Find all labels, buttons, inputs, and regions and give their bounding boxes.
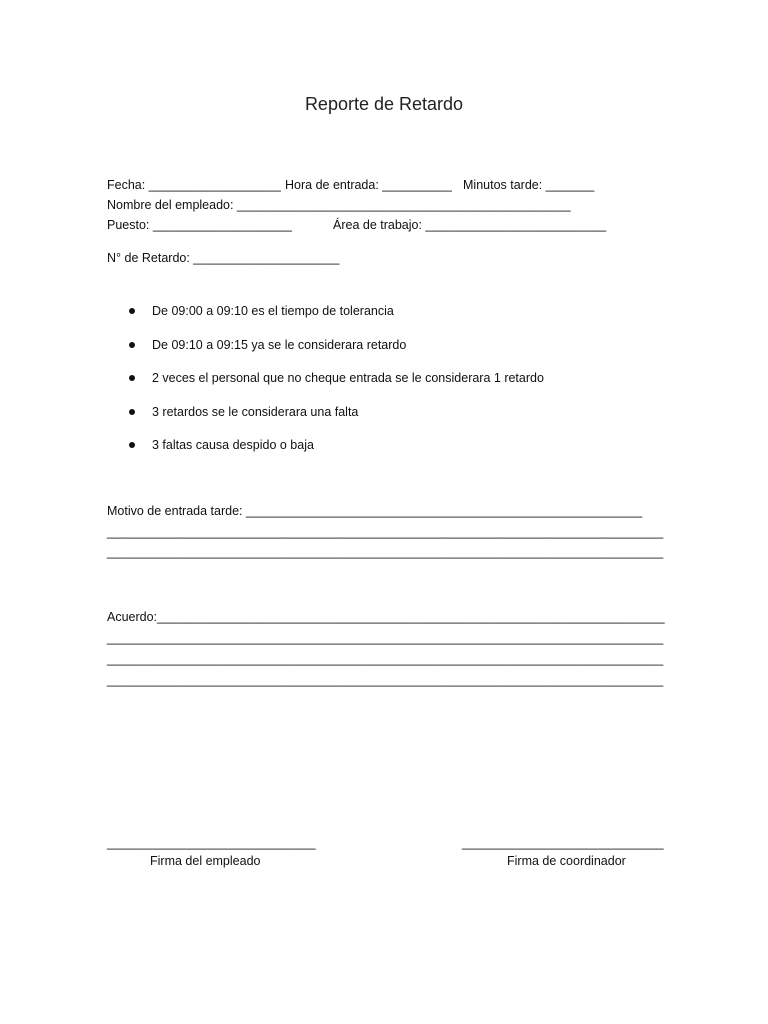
acuerdo-blank-line: ________________________________________________________________________________ (107, 652, 664, 666)
numero-retardo-field: N° de Retardo: _____________________ (107, 251, 340, 265)
bullet-icon (129, 342, 135, 348)
bullet-icon (129, 375, 135, 381)
fecha-field: Fecha: ___________________ (107, 178, 281, 192)
motivo-blank-line: ________________________________________________________________________________ (107, 525, 664, 539)
rule-text: 3 retardos se le considerara una falta (152, 404, 359, 419)
page-title: Reporte de Retardo (304, 94, 464, 114)
firma-empleado-label: Firma del empleado (150, 854, 261, 868)
puesto-field: Puesto: ____________________ (107, 218, 292, 232)
hora-entrada-field: Hora de entrada: __________ (285, 178, 452, 192)
bullet-icon (129, 409, 135, 415)
nombre-empleado-field: Nombre del empleado: ________________________________________________ (107, 198, 571, 212)
rule-text: 2 veces el personal que no cheque entrada se le considerara 1 retardo (152, 371, 544, 385)
firma-empleado-line: ______________________________ (107, 836, 316, 850)
motivo-label-line: Motivo de entrada tarde: _________________________________________________________ (107, 504, 643, 518)
motivo-blank-line: ________________________________________________________________________________ (107, 545, 664, 559)
rule-text: 3 faltas causa despido o baja (152, 438, 314, 452)
acuerdo-blank-line: ________________________________________________________________________________ (107, 673, 664, 687)
firma-coordinador-line: _____________________________ (462, 836, 664, 850)
firma-coordinador-label: Firma de coordinador (507, 854, 626, 868)
rule-text: De 09:10 a 09:15 ya se le considerara retardo (152, 337, 407, 352)
bullet-icon (129, 442, 135, 448)
area-trabajo-field: Área de trabajo: __________________________ (333, 218, 607, 232)
acuerdo-blank-line: ________________________________________________________________________________ (107, 631, 664, 645)
rule-text: De 09:00 a 09:10 es el tiempo de tolerancia (152, 304, 394, 318)
bullet-icon (129, 308, 135, 314)
minutos-tarde-field: Minutos tarde: _______ (463, 178, 595, 192)
acuerdo-label-line: Acuerdo:_________________________________________________________________________ (107, 610, 665, 624)
